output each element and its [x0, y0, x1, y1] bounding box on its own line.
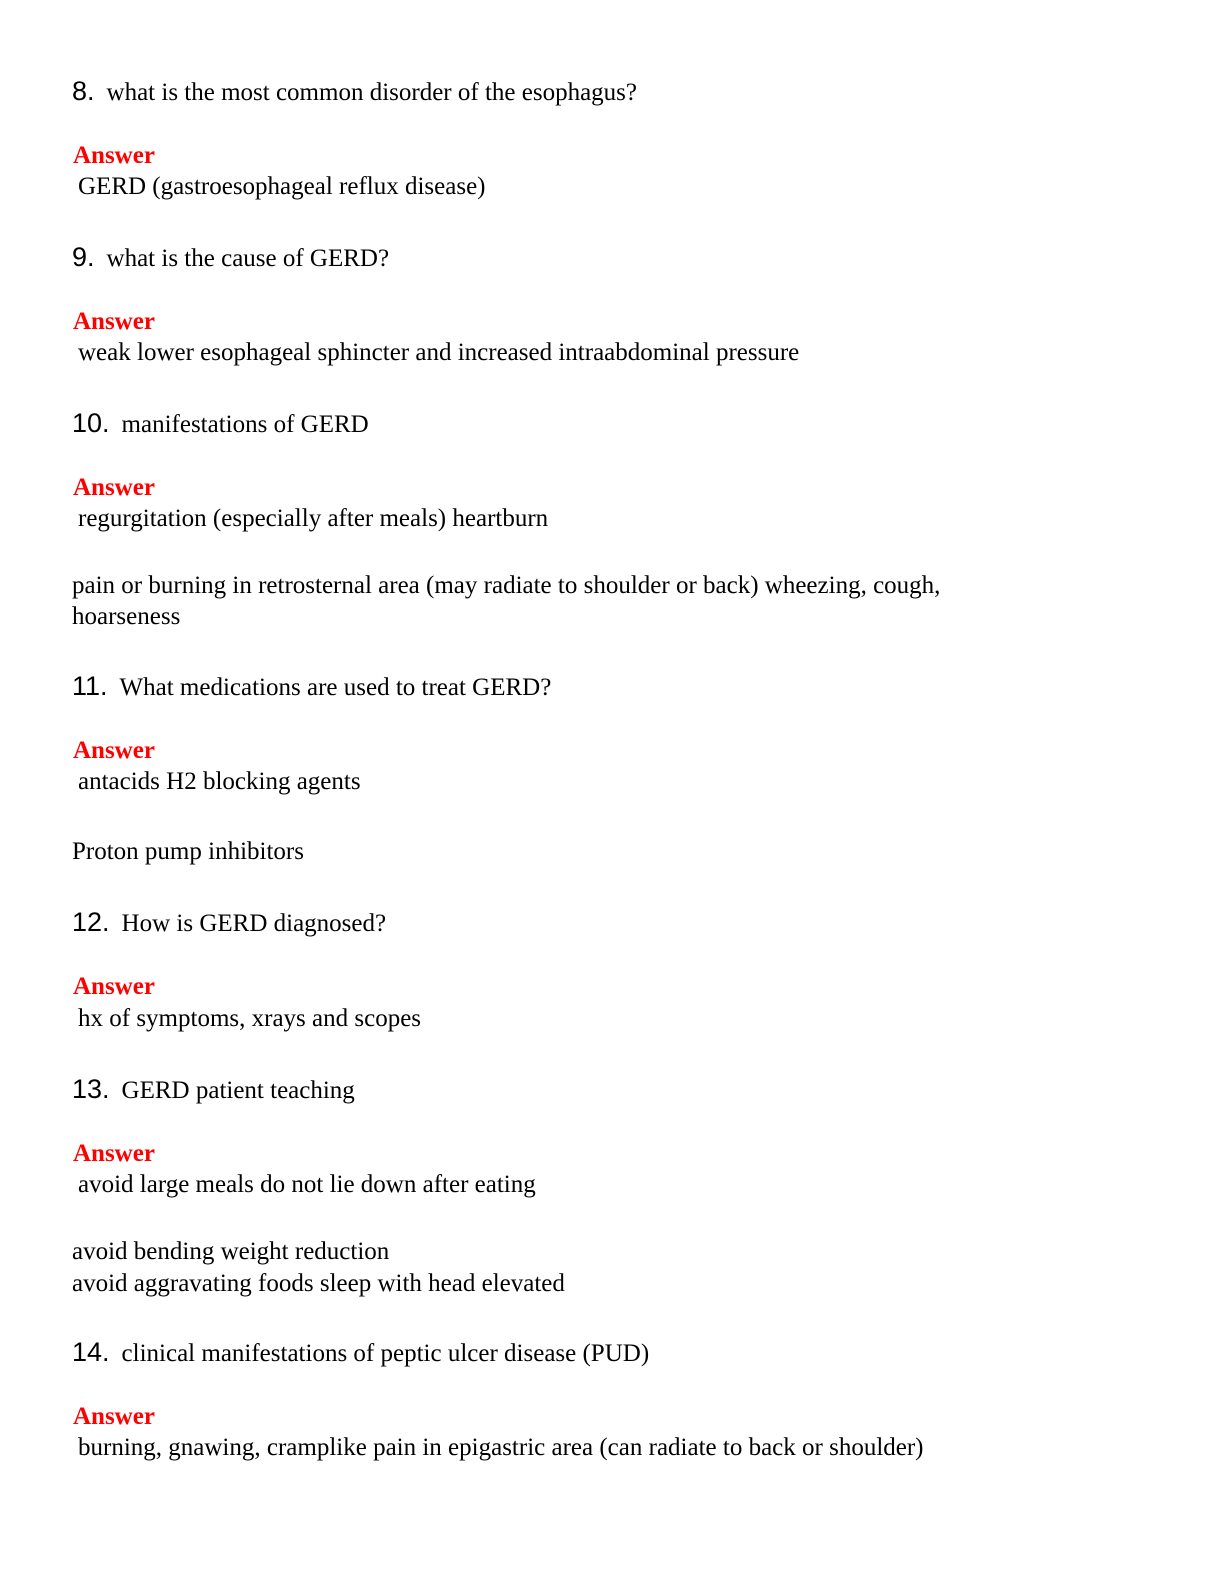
question-number: 10. [72, 408, 110, 438]
question-text: clinical manifestations of peptic ulcer disease (PUD) [121, 1340, 650, 1367]
question-9 [72, 242, 389, 274]
question-14 [72, 1337, 649, 1369]
answer-label: Answer [73, 973, 155, 1000]
question-10 [72, 408, 369, 440]
question-number: 8. [72, 76, 95, 106]
question-11 [72, 671, 551, 703]
question-text: what is the cause of GERD? [106, 245, 390, 272]
question-number: 11. [72, 671, 108, 701]
question-text: How is GERD diagnosed? [121, 910, 387, 937]
answer-extra-line: avoid aggravating foods sleep with head elevated [72, 1270, 565, 1297]
answer-label: Answer [73, 1403, 155, 1430]
question-13 [72, 1074, 355, 1106]
answer-label: Answer [73, 474, 155, 501]
answer-extra-line: Proton pump inhibitors [72, 838, 304, 865]
answer-text: weak lower esophageal sphincter and increased intraabdominal pressure [78, 339, 800, 366]
question-number: 12. [72, 907, 110, 937]
question-number: 9. [72, 242, 95, 272]
question-text: what is the most common disorder of the esophagus? [106, 79, 637, 106]
question-text: GERD patient teaching [121, 1077, 355, 1104]
answer-text: regurgitation (especially after meals) heartburn [78, 505, 549, 532]
question-text: manifestations of GERD [121, 411, 369, 438]
question-number: 13. [72, 1074, 110, 1104]
answer-text: antacids H2 blocking agents [78, 768, 361, 795]
answer-extra-line: avoid bending weight reduction [72, 1238, 390, 1265]
question-12 [72, 907, 386, 939]
answer-text: hx of symptoms, xrays and scopes [78, 1005, 422, 1032]
question-text: What medications are used to treat GERD? [119, 674, 552, 701]
answer-text: burning, gnawing, cramplike pain in epigastric area (can radiate to back or shoulder) [78, 1434, 924, 1461]
answer-label: Answer [73, 737, 155, 764]
question-number: 14. [72, 1337, 110, 1367]
question-8 [72, 76, 637, 108]
answer-label: Answer [73, 142, 155, 169]
answer-label: Answer [73, 1140, 155, 1167]
answer-extra-line: pain or burning in retrosternal area (may radiate to shoulder or back) wheezing, cough, hoarseness [72, 572, 941, 630]
answer-text: avoid large meals do not lie down after eating [78, 1171, 536, 1198]
answer-label: Answer [73, 308, 155, 335]
answer-text: GERD (gastroesophageal reflux disease) [78, 173, 486, 200]
